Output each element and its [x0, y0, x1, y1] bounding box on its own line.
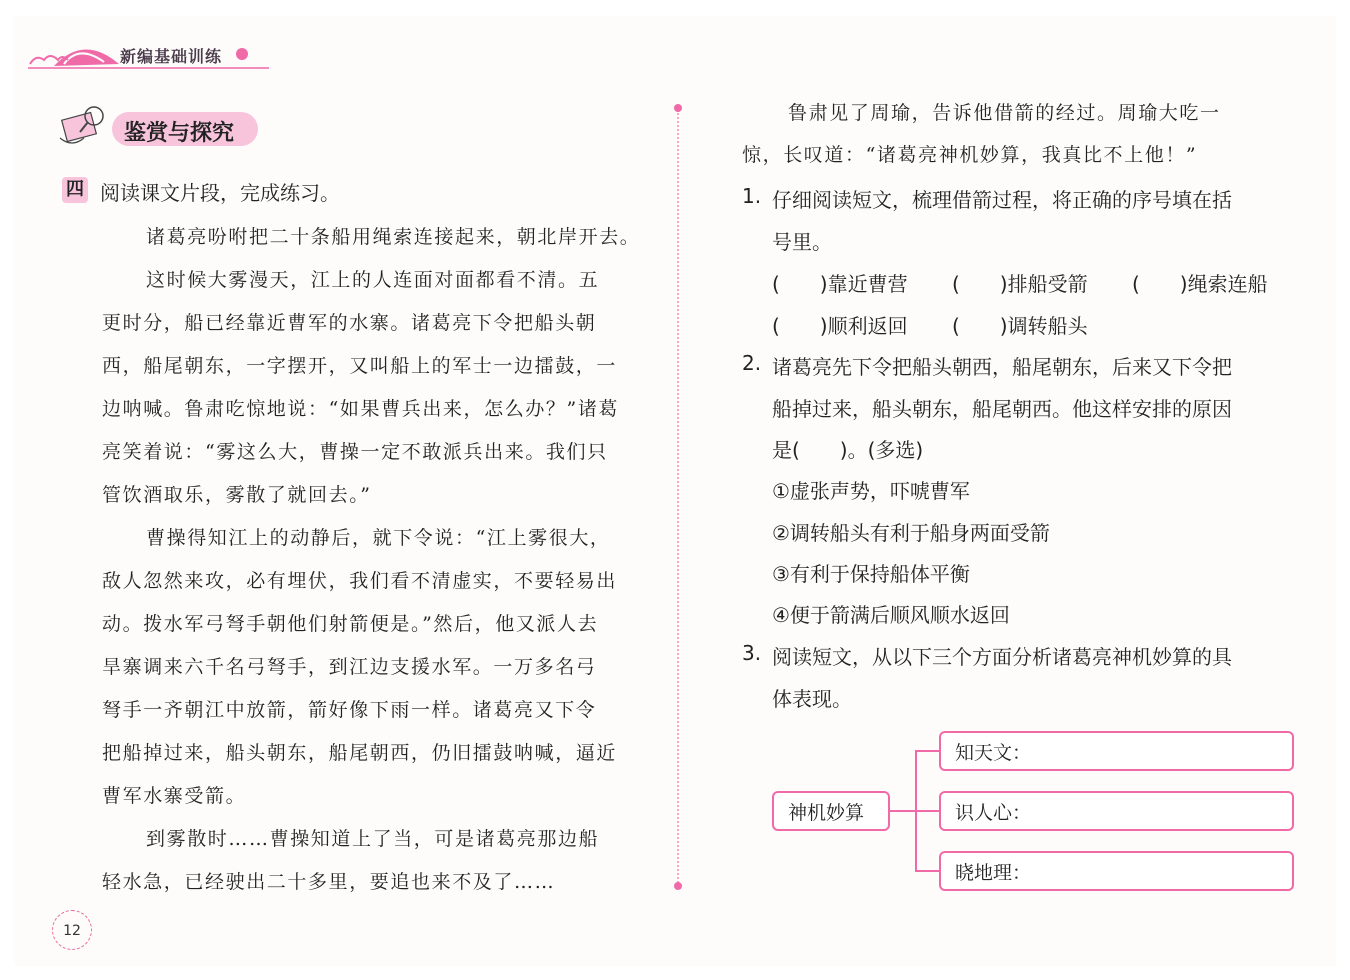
branch-label: 识人心： — [955, 801, 1032, 824]
order-blank-option[interactable]: ( )排船受箭 — [952, 272, 1088, 296]
order-blank-option[interactable]: ( )靠近曹营 — [772, 272, 908, 296]
divider-dot — [674, 882, 682, 890]
passage-line: 敌人忽然来攻，必有埋伏，我们看不清虚实，不要轻易出 — [102, 570, 618, 592]
passage-line: 亮笑着说：“雾这么大，曹操一定不敢派兵出来。我们只 — [102, 441, 608, 463]
answer-box-geography[interactable] — [939, 851, 1294, 891]
passage-line: 旱寨调来六千名弓弩手，到江边支援水军。一万多名弓 — [102, 656, 597, 678]
question-text: 船掉过来，船头朝东，船尾朝西。他这样安排的原因 — [772, 397, 1232, 421]
question-number-badge: 四 — [62, 177, 88, 203]
divider-dot — [674, 104, 682, 112]
choice-option[interactable]: ②调转船头有利于船身两面受箭 — [772, 521, 1050, 545]
question-text: 诸葛亮先下令把船头朝西，船尾朝东，后来又下令把 — [772, 355, 1232, 379]
passage-line: 西，船尾朝东，一字摆开，又叫船上的军士一边擂鼓，一 — [102, 355, 618, 377]
header-title: 新编基础训练 — [120, 47, 223, 66]
diagram-connector — [915, 810, 939, 812]
passage-line: 更时分，船已经靠近曹军的水寨。诸葛亮下令把船头朝 — [102, 312, 597, 334]
order-blank-option[interactable]: ( )顺利返回 — [772, 314, 908, 338]
choice-option[interactable]: ①虚张声势，吓唬曹军 — [772, 479, 970, 503]
passage-line: 鲁肃见了周瑜，告诉他借箭的经过。周瑜大吃一 — [788, 102, 1221, 124]
question-instruction: 阅读课文片段，完成练习。 — [100, 181, 340, 205]
order-blank-option[interactable]: ( )绳索连船 — [1132, 272, 1268, 296]
question-text: 仔细阅读短文，梳理借箭过程，将正确的序号填在括 — [772, 188, 1232, 212]
branch-label: 晓地理： — [955, 861, 1032, 884]
passage-line: 惊，长叹道：“诸葛亮神机妙算，我真比不上他！” — [742, 144, 1198, 166]
order-blank-option[interactable]: ( )调转船头 — [952, 314, 1088, 338]
diagram-connector — [890, 810, 916, 812]
column-divider — [677, 110, 679, 886]
question-text: 号里。 — [772, 230, 832, 254]
passage-line: 曹军水寨受箭。 — [102, 785, 247, 807]
question-text: 阅读短文，从以下三个方面分析诸葛亮神机妙算的具 — [772, 645, 1232, 669]
answer-box-astronomy[interactable] — [939, 731, 1294, 771]
section-title: 鉴赏与探究 — [124, 121, 235, 146]
passage-line: 把船掉过来，船头朝东，船尾朝西，仍旧擂鼓呐喊，逼近 — [102, 742, 618, 764]
question-number: 3. — [742, 641, 762, 665]
answer-box-human-nature[interactable] — [939, 791, 1294, 831]
passage-line: 边呐喊。鲁肃吃惊地说：“如果曹兵出来，怎么办？”诸葛 — [102, 398, 620, 420]
passage-line: 曹操得知江上的动静后，就下令说：“江上雾很大， — [146, 527, 611, 549]
branch-label: 知天文： — [955, 741, 1032, 764]
question-number: 1. — [742, 184, 762, 208]
question-number: 2. — [742, 351, 762, 375]
passage-line: 轻水急，已经驶出二十多里，要追也来不及了…… — [102, 871, 556, 893]
book-magnifier-icon — [56, 102, 112, 150]
choice-option[interactable]: ④便于箭满后顺风顺水返回 — [772, 603, 1010, 627]
passage-line: 管饮酒取乐，雾散了就回去。” — [102, 484, 372, 506]
diagram-connector — [915, 870, 939, 872]
passage-line: 诸葛亮吩咐把二十条船用绳索连接起来，朝北岸开去。 — [146, 226, 641, 248]
diagram-root-box — [772, 791, 890, 831]
question-text: 体表现。 — [772, 687, 852, 711]
passage-line: 这时候大雾漫天，江上的人连面对面都看不清。五 — [146, 269, 600, 291]
diagram-connector — [915, 750, 939, 752]
passage-line: 弩手一齐朝江中放箭，箭好像下雨一样。诸葛亮又下令 — [102, 699, 597, 721]
page-number: 12 — [52, 910, 92, 950]
choice-option[interactable]: ③有利于保持船体平衡 — [772, 562, 970, 586]
answer-blank[interactable]: 是( )。(多选) — [772, 438, 924, 462]
passage-line: 动。拨水军弓弩手朝他们射箭便是。”然后，他又派人去 — [102, 613, 599, 635]
diagram-root-label: 神机妙算 — [788, 801, 865, 824]
passage-line: 到雾散时……曹操知道上了当，可是诸葛亮那边船 — [146, 828, 600, 850]
